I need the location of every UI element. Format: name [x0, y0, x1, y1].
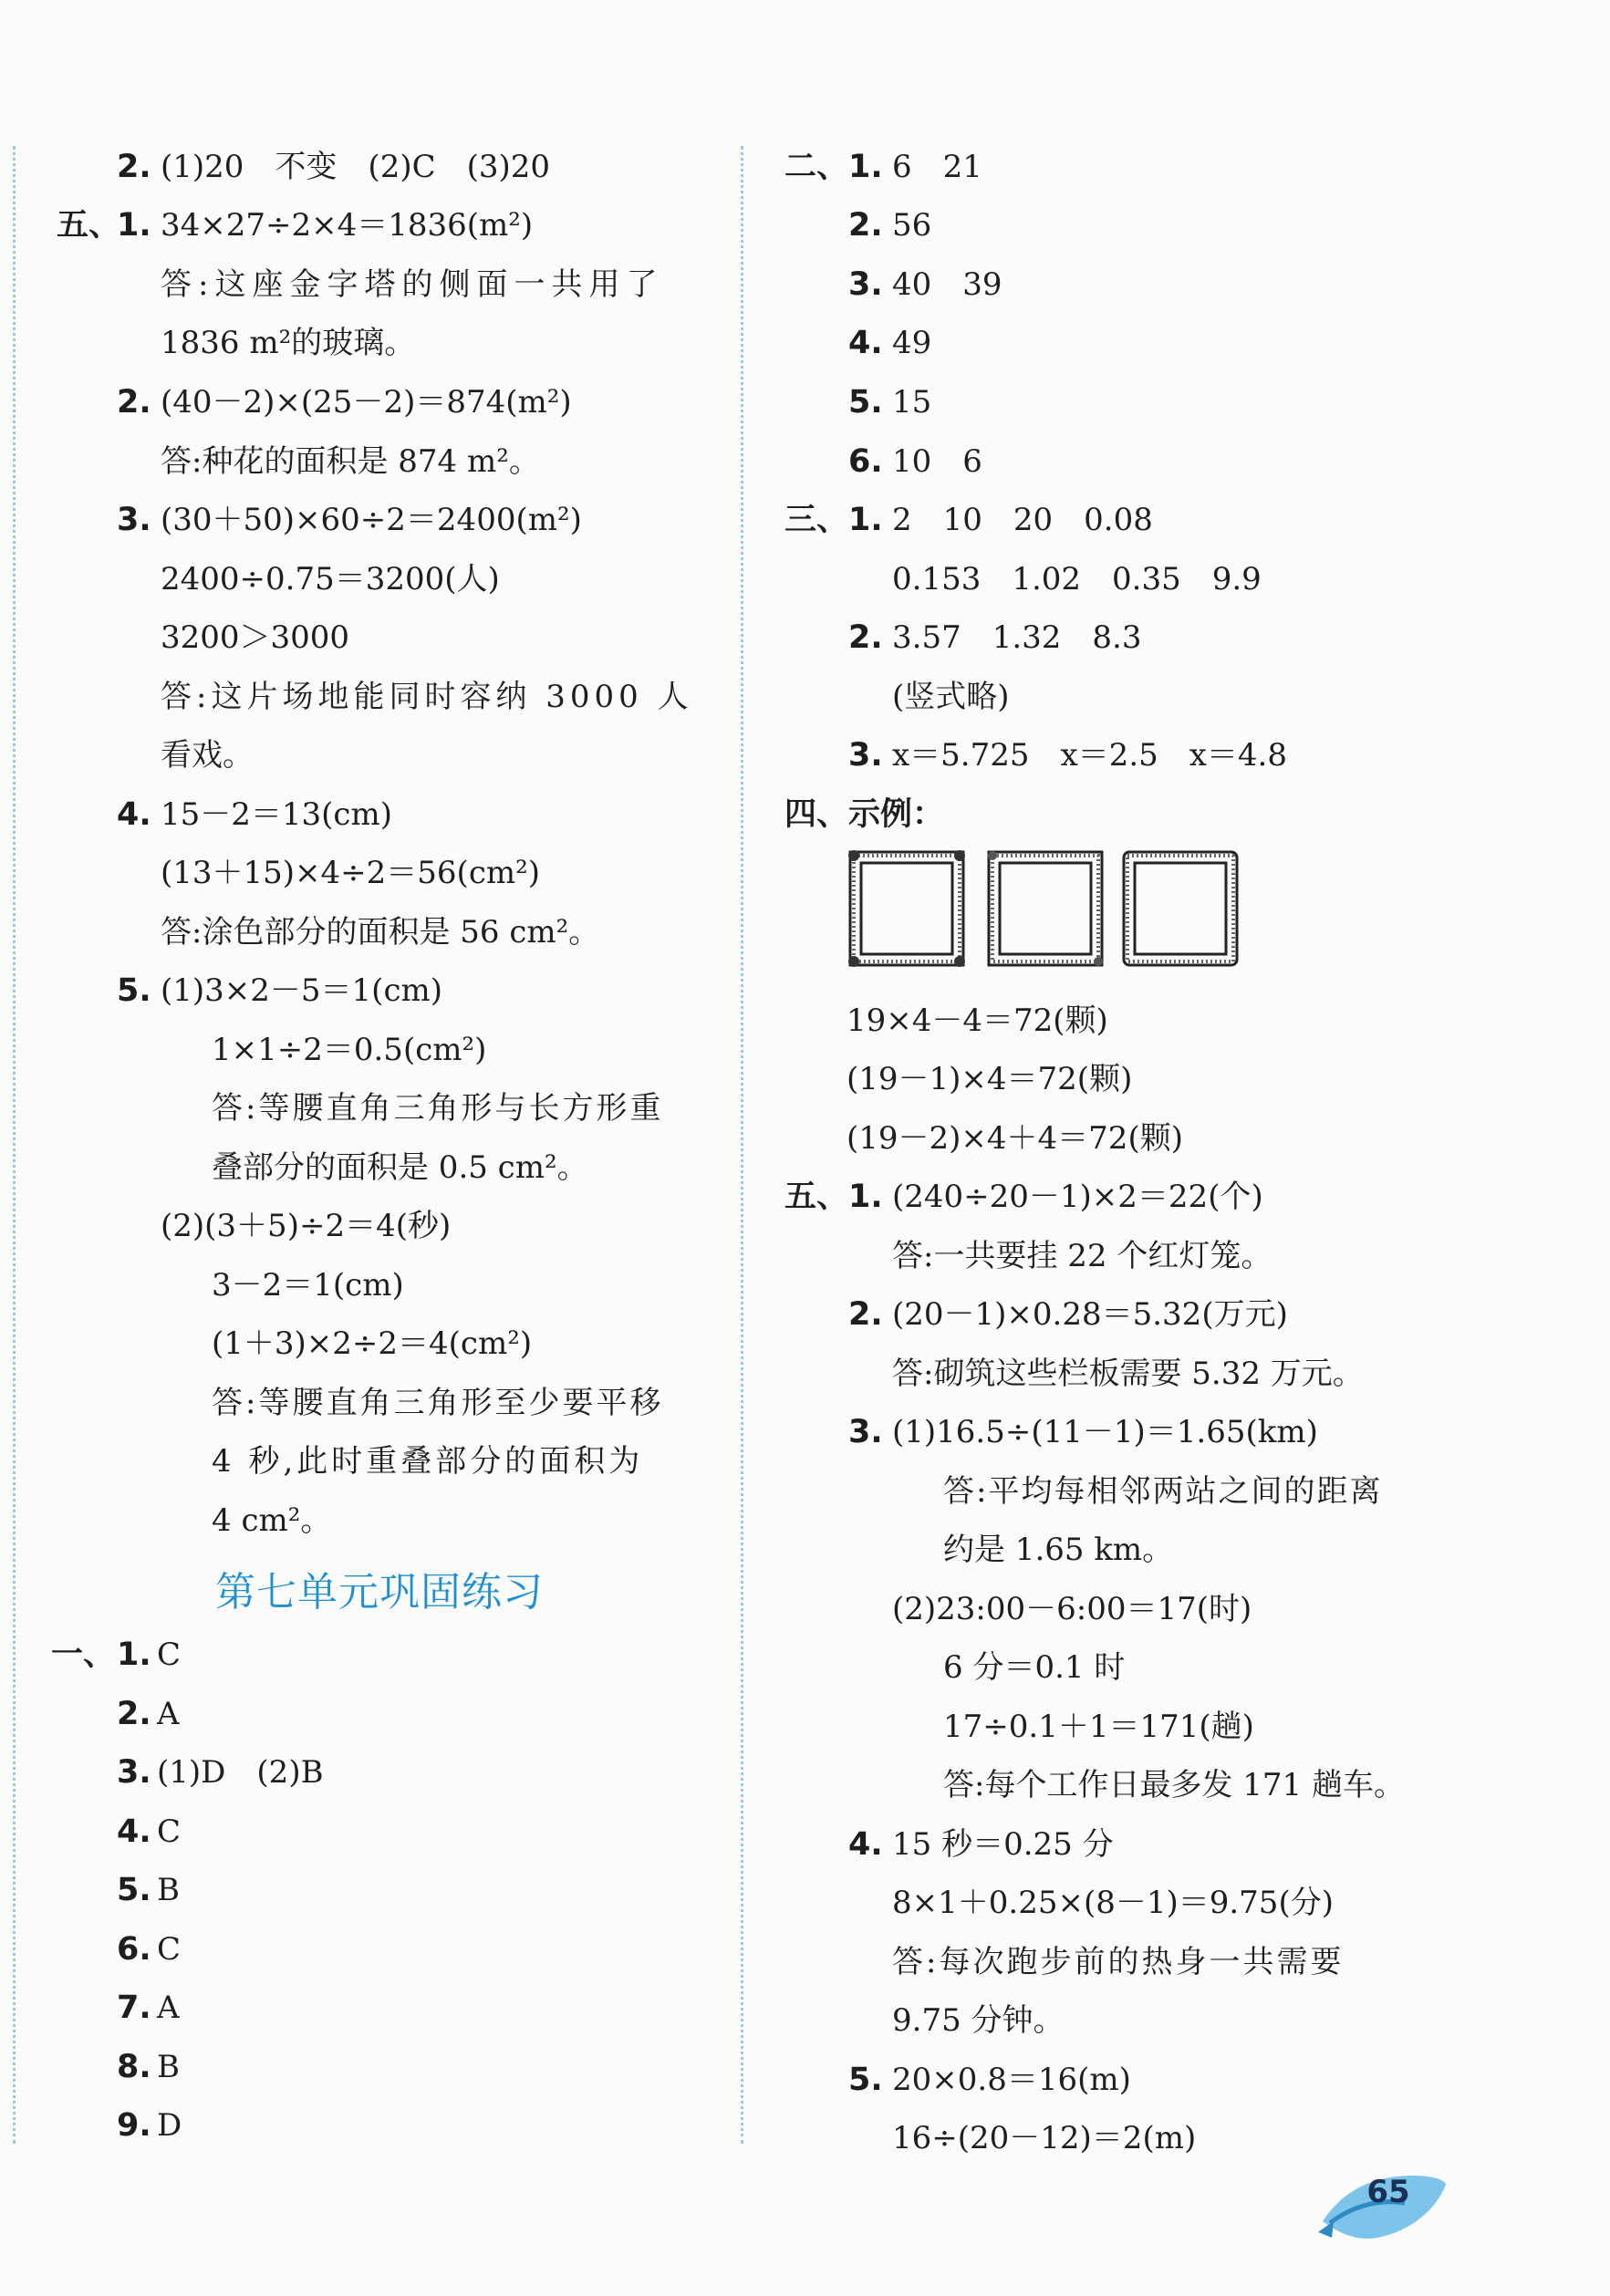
answer-number: 6. — [848, 443, 883, 480]
answer-line: (1)20 不变 (2)C (3)20 — [161, 149, 551, 185]
answer-line: 10 6 — [892, 443, 982, 480]
answer-number: 2. — [848, 207, 883, 244]
section-5-left-label: 五、 — [57, 207, 121, 244]
section-4-right-label: 四、示例： — [784, 796, 945, 833]
answer-line: 17÷0.1＋1＝171(趟) — [943, 1709, 1254, 1745]
answer-sentence: 答:砌筑这些栏板需要 5.32 万元。 — [892, 1356, 1364, 1392]
answer-line: 9.75 分钟。 — [892, 2002, 1065, 2039]
answer-number: 2. — [848, 619, 883, 656]
answer-sentence: 答:这片场地能同时容纳 3000 人 — [161, 679, 693, 715]
answer-number: 5. — [848, 2062, 883, 2098]
answer-sentence: 答:平均每相邻两站之间的距离 — [943, 1473, 1383, 1510]
answer-sentence: 答:涂色部分的面积是 56 cm²。 — [161, 914, 600, 951]
answer-line: (2)(3＋5)÷2＝4(秒) — [161, 1208, 452, 1244]
answer-line: 3－2＝1(cm) — [212, 1267, 404, 1304]
answer-line: C — [157, 1813, 182, 1850]
answer-line: 看戏。 — [161, 737, 254, 774]
answer-line: B — [157, 1872, 180, 1908]
answer-line: A — [157, 1696, 180, 1732]
answer-line: (1)D (2)B — [157, 1754, 324, 1791]
section-1-left-label: 一、 — [51, 1636, 116, 1673]
answer-line: x＝5.725 x＝2.5 x＝4.8 — [892, 737, 1288, 774]
answer-number: 5. — [117, 972, 151, 1009]
left-margin-divider — [13, 146, 16, 2144]
answer-line: 3200＞3000 — [161, 619, 350, 656]
answer-number: 3. — [117, 1754, 151, 1791]
answer-number: 2. — [117, 384, 151, 421]
section-5-right-label: 五、 — [784, 1179, 849, 1215]
answer-line: 49 — [892, 325, 932, 361]
answer-line: 2400÷0.75＝3200(人) — [161, 561, 500, 597]
answer-number: 2. — [848, 1296, 883, 1333]
answer-number: 2. — [117, 149, 151, 185]
answer-line: 1836 m²的玻璃。 — [161, 325, 416, 361]
answer-sentence: 答:这座金字塔的侧面一共用了 — [161, 266, 664, 303]
answer-number: 3. — [848, 737, 883, 774]
bead-frame-2 — [988, 851, 1103, 966]
answer-line: 叠部分的面积是 0.5 cm²。 — [212, 1149, 588, 1186]
section-2-right-label: 二、 — [784, 149, 849, 185]
answer-line: B — [157, 2049, 180, 2085]
answer-line: (40－2)×(25－2)＝874(m²) — [161, 384, 572, 421]
answer-number: 8. — [117, 2049, 151, 2085]
answer-line: 34×27÷2×4＝1836(m²) — [161, 207, 534, 244]
answer-line: (30＋50)×60÷2＝2400(m²) — [161, 502, 582, 538]
answer-number: 6. — [117, 1931, 151, 1968]
answer-number: 4. — [848, 325, 883, 361]
answer-line: (13＋15)×4÷2＝56(cm²) — [161, 855, 541, 891]
answer-sentence: 答:每次跑步前的热身一共需要 — [892, 1944, 1345, 1980]
answer-number: 4. — [117, 1813, 151, 1850]
bead-frames-figure — [847, 848, 1241, 976]
answer-line: 19×4－4＝72(颗) — [847, 1003, 1108, 1039]
answer-sentence: 答:等腰直角三角形至少要平移 — [212, 1385, 664, 1421]
answer-line: (竖式略) — [892, 679, 1010, 715]
answer-number: 1. — [117, 207, 151, 244]
answer-sentence: 答:一共要挂 22 个红灯笼。 — [892, 1238, 1272, 1274]
answer-line: (240÷20－1)×2＝22(个) — [892, 1179, 1263, 1215]
answer-line: 8×1＋0.25×(8－1)＝9.75(分) — [892, 1885, 1334, 1921]
section-title: 第七单元巩固练习 — [215, 1569, 544, 1616]
answer-line: (1)3×2－5＝1(cm) — [161, 972, 442, 1009]
answer-line: 40 39 — [892, 266, 1002, 303]
answer-line: 4 秒,此时重叠部分的面积为 — [212, 1443, 644, 1480]
answer-number: 9. — [117, 2107, 151, 2144]
answer-line: 16÷(20－12)＝2(m) — [892, 2120, 1197, 2156]
answer-line: 56 — [892, 207, 932, 244]
answer-sentence: 答:种花的面积是 874 m²。 — [161, 443, 540, 480]
center-column-divider — [741, 146, 743, 2144]
answer-line: 6 21 — [892, 149, 982, 185]
answer-number: 3. — [117, 502, 151, 538]
answer-sentence: 答:每个工作日最多发 171 趟车。 — [943, 1767, 1405, 1803]
answer-line: 1×1÷2＝0.5(cm²) — [212, 1032, 487, 1068]
answer-line: (19－2)×4＋4＝72(颗) — [847, 1120, 1183, 1157]
answer-number: 5. — [117, 1872, 151, 1908]
answer-number: 2. — [117, 1696, 151, 1732]
answer-line: C — [157, 1931, 182, 1968]
answer-line: 3.57 1.32 8.3 — [892, 619, 1142, 656]
answer-line: 4 cm²。 — [212, 1502, 332, 1539]
answer-line: (2)23:00－6:00＝17(时) — [892, 1591, 1252, 1627]
answer-number: 1. — [848, 502, 883, 538]
answer-line: 15 — [892, 384, 932, 421]
answer-line: 20×0.8＝16(m) — [892, 2062, 1131, 2098]
answer-line: 15 秒＝0.25 分 — [892, 1826, 1114, 1863]
answer-number: 1. — [848, 1179, 883, 1215]
answer-line: (1)16.5÷(11－1)＝1.65(km) — [892, 1414, 1318, 1450]
answer-line: 6 分＝0.1 时 — [943, 1649, 1126, 1686]
answer-line: (19－1)×4＝72(颗) — [847, 1061, 1133, 1097]
answer-number: 1. — [117, 1636, 151, 1673]
answer-number: 7. — [117, 1990, 151, 2026]
page-number: 65 — [1366, 2174, 1410, 2210]
bead-frame-3 — [1124, 852, 1237, 965]
answer-number: 5. — [848, 384, 883, 421]
answer-sentence: 答:等腰直角三角形与长方形重 — [212, 1090, 664, 1127]
answer-number: 4. — [848, 1826, 883, 1863]
answer-number: 3. — [848, 266, 883, 303]
answer-line: D — [157, 2107, 182, 2144]
answer-number: 1. — [848, 149, 883, 185]
answer-line: A — [157, 1990, 180, 2026]
answer-line: (20－1)×0.28＝5.32(万元) — [892, 1296, 1288, 1333]
answer-number: 4. — [117, 796, 151, 833]
answer-line: 0.153 1.02 0.35 9.9 — [892, 561, 1262, 597]
answer-number: 3. — [848, 1414, 883, 1450]
answer-line: C — [157, 1636, 182, 1673]
answer-line: 约是 1.65 km。 — [943, 1532, 1174, 1568]
bead-frame-1 — [848, 850, 965, 967]
answer-line: 2 10 20 0.08 — [892, 502, 1153, 538]
answer-line: (1＋3)×2÷2＝4(cm²) — [212, 1325, 533, 1362]
section-3-right-label: 三、 — [784, 502, 849, 538]
answer-line: 15－2＝13(cm) — [161, 796, 392, 833]
